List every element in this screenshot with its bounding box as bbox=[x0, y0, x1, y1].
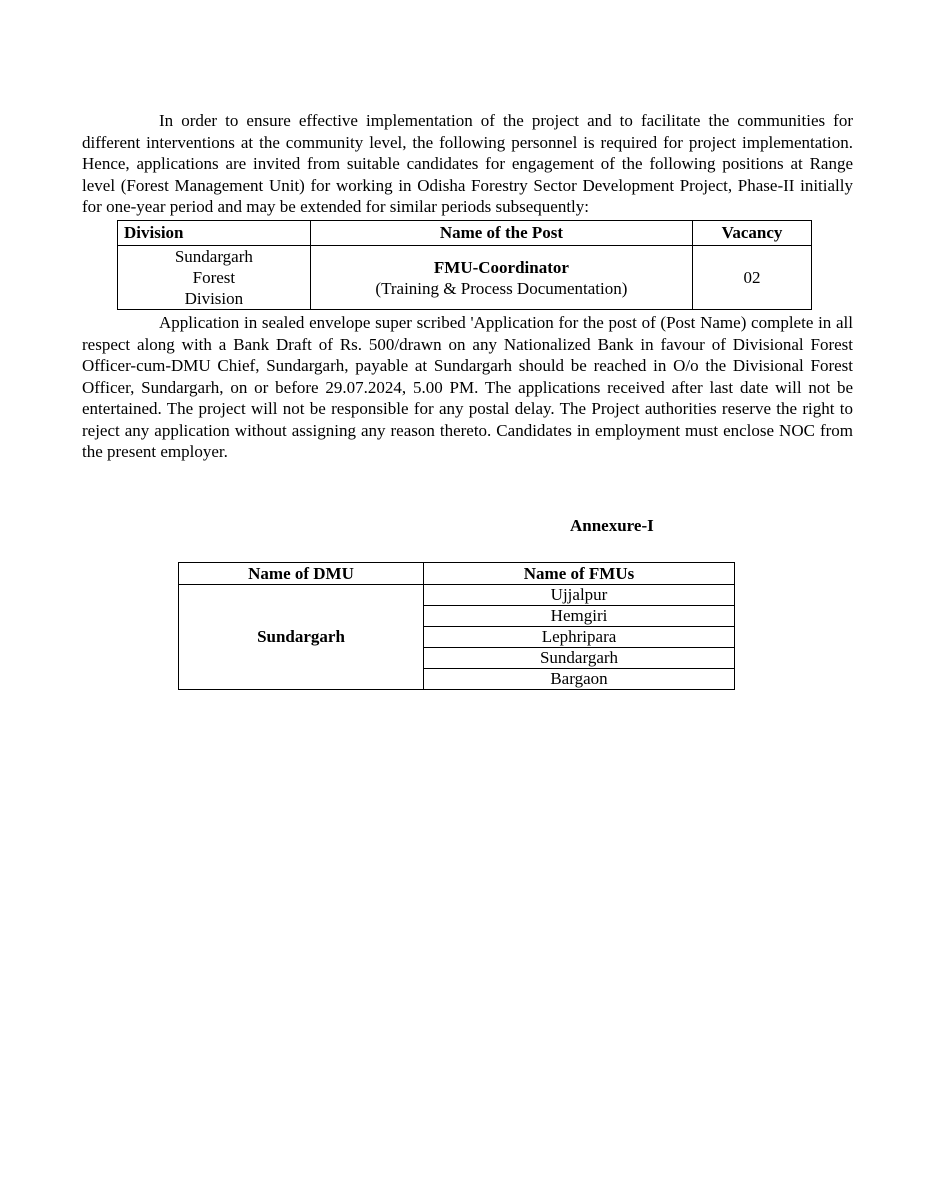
header-fmus: Name of FMUs bbox=[424, 563, 735, 585]
application-text: Application in sealed envelope super scribed 'Application for the post of (Post Name) complete in all respect along with a Bank Draft of Rs. 500/drawn on any Nationalized Bank in favour of Divisional Forest Officer-cum-DMU Chief, Sundargarh, payable at Sundargarh should be reached in O/o the Divisional Forest Officer, Sundargarh, on or before 29.07.2024, 5.00 PM. The applications received after last date will not be entertained. The project will not be responsible for any postal delay. The Project authorities reserve the right to reject any application without assigning any reason thereto. Candidates in employment must enclose NOC from the present employer. bbox=[82, 313, 853, 461]
header-post-name: Name of the Post bbox=[310, 221, 692, 246]
division-cell bbox=[118, 246, 311, 310]
post-subtitle: (Training & Process Documentation) bbox=[375, 278, 628, 298]
header-division: Division bbox=[118, 221, 311, 246]
division-line-2: Forest bbox=[192, 268, 236, 287]
post-table-header-row bbox=[118, 221, 812, 246]
annexure-table bbox=[178, 562, 735, 690]
post-title: FMU-Coordinator bbox=[433, 257, 569, 277]
table-row bbox=[179, 585, 735, 606]
fmu-cell: Sundargarh bbox=[424, 648, 735, 669]
fmu-cell: Ujjalpur bbox=[424, 585, 735, 606]
fmu-cell: Lephripara bbox=[424, 627, 735, 648]
division-line-3: Division bbox=[184, 289, 244, 308]
post-name-cell bbox=[310, 246, 692, 310]
annexure-header-row bbox=[179, 563, 735, 585]
vacancy-cell: 02 bbox=[693, 246, 812, 310]
header-vacancy: Vacancy bbox=[693, 221, 812, 246]
fmu-cell: Bargaon bbox=[424, 669, 735, 690]
intro-text: In order to ensure effective implementation of the project and to facilitate the communities for different interventions at the community level, the following personnel is required for project implementation. Hence, applications are invited from suitable candidates for engagement of the following positions at Range level (Forest Management Unit) for working in Odisha Forestry Sector Development Project, Phase-II initially for one-year period and may be extended for similar periods subsequently: bbox=[82, 111, 853, 216]
table-row bbox=[118, 246, 812, 310]
application-paragraph bbox=[82, 312, 853, 463]
intro-paragraph bbox=[82, 110, 853, 218]
division-line-1: Sundargarh bbox=[174, 247, 253, 266]
dmu-name-cell: Sundargarh bbox=[179, 585, 424, 690]
header-dmu: Name of DMU bbox=[179, 563, 424, 585]
post-table bbox=[117, 220, 812, 310]
annexure-title: Annexure-I bbox=[570, 516, 654, 535]
fmu-cell: Hemgiri bbox=[424, 606, 735, 627]
